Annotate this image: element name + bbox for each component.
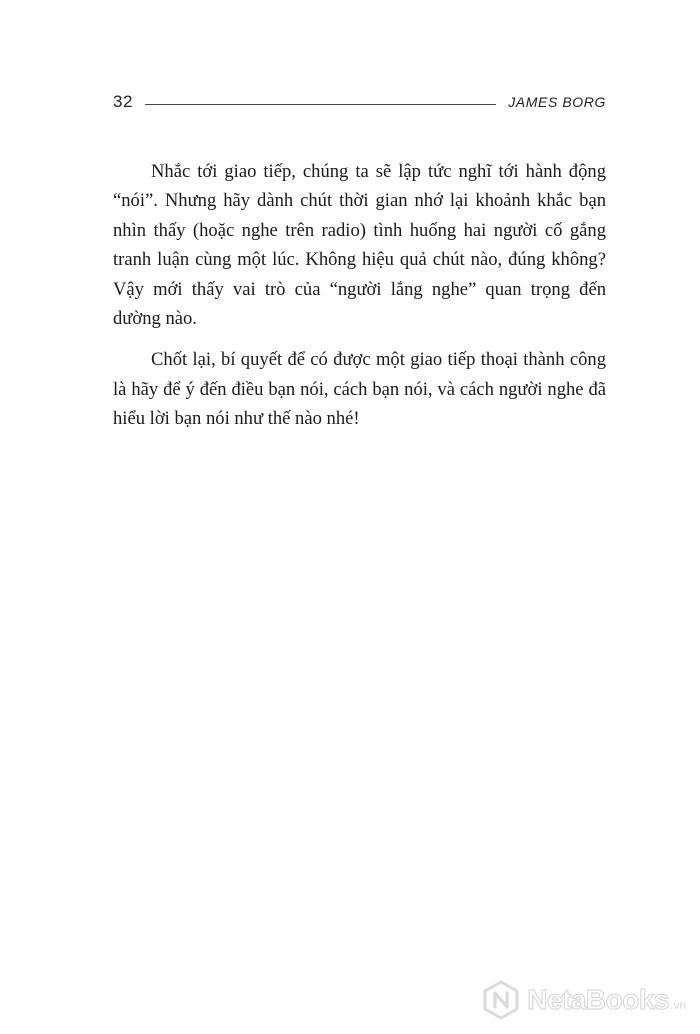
netabooks-watermark [481,980,686,1020]
running-head-author: JAMES BORG [508,94,606,110]
body-text [113,157,606,446]
running-header [113,88,606,116]
watermark-brand: NetaBooks [527,984,669,1015]
page-number: 32 [113,92,133,111]
paragraph-1: Nhắc tới giao tiếp, chúng ta sẽ lập tức nghĩ tới hành động “nói”. Nhưng hãy dành chút thời gian nhớ lại khoảnh khắc bạn nhìn thấy (hoặc nghe trên radio) tình huống hai người cố gắng tranh luận cùng một lúc. Không hiệu quả chút nào, đúng không? Vậy mới thấy vai trò của “người lắng nghe” quan trọng đến dường nào. [113,161,606,330]
netabooks-logo-icon [481,980,521,1020]
paragraph-2: Chốt lại, bí quyết để có được một giao tiếp thoại thành công là hãy để ý đến điều bạn nói, cách bạn nói, và cách người nghe đã hiểu lời bạn nói như thế nào nhé! [113,349,606,430]
header-rule [145,104,496,105]
watermark-suffix: .vn [669,998,686,1012]
